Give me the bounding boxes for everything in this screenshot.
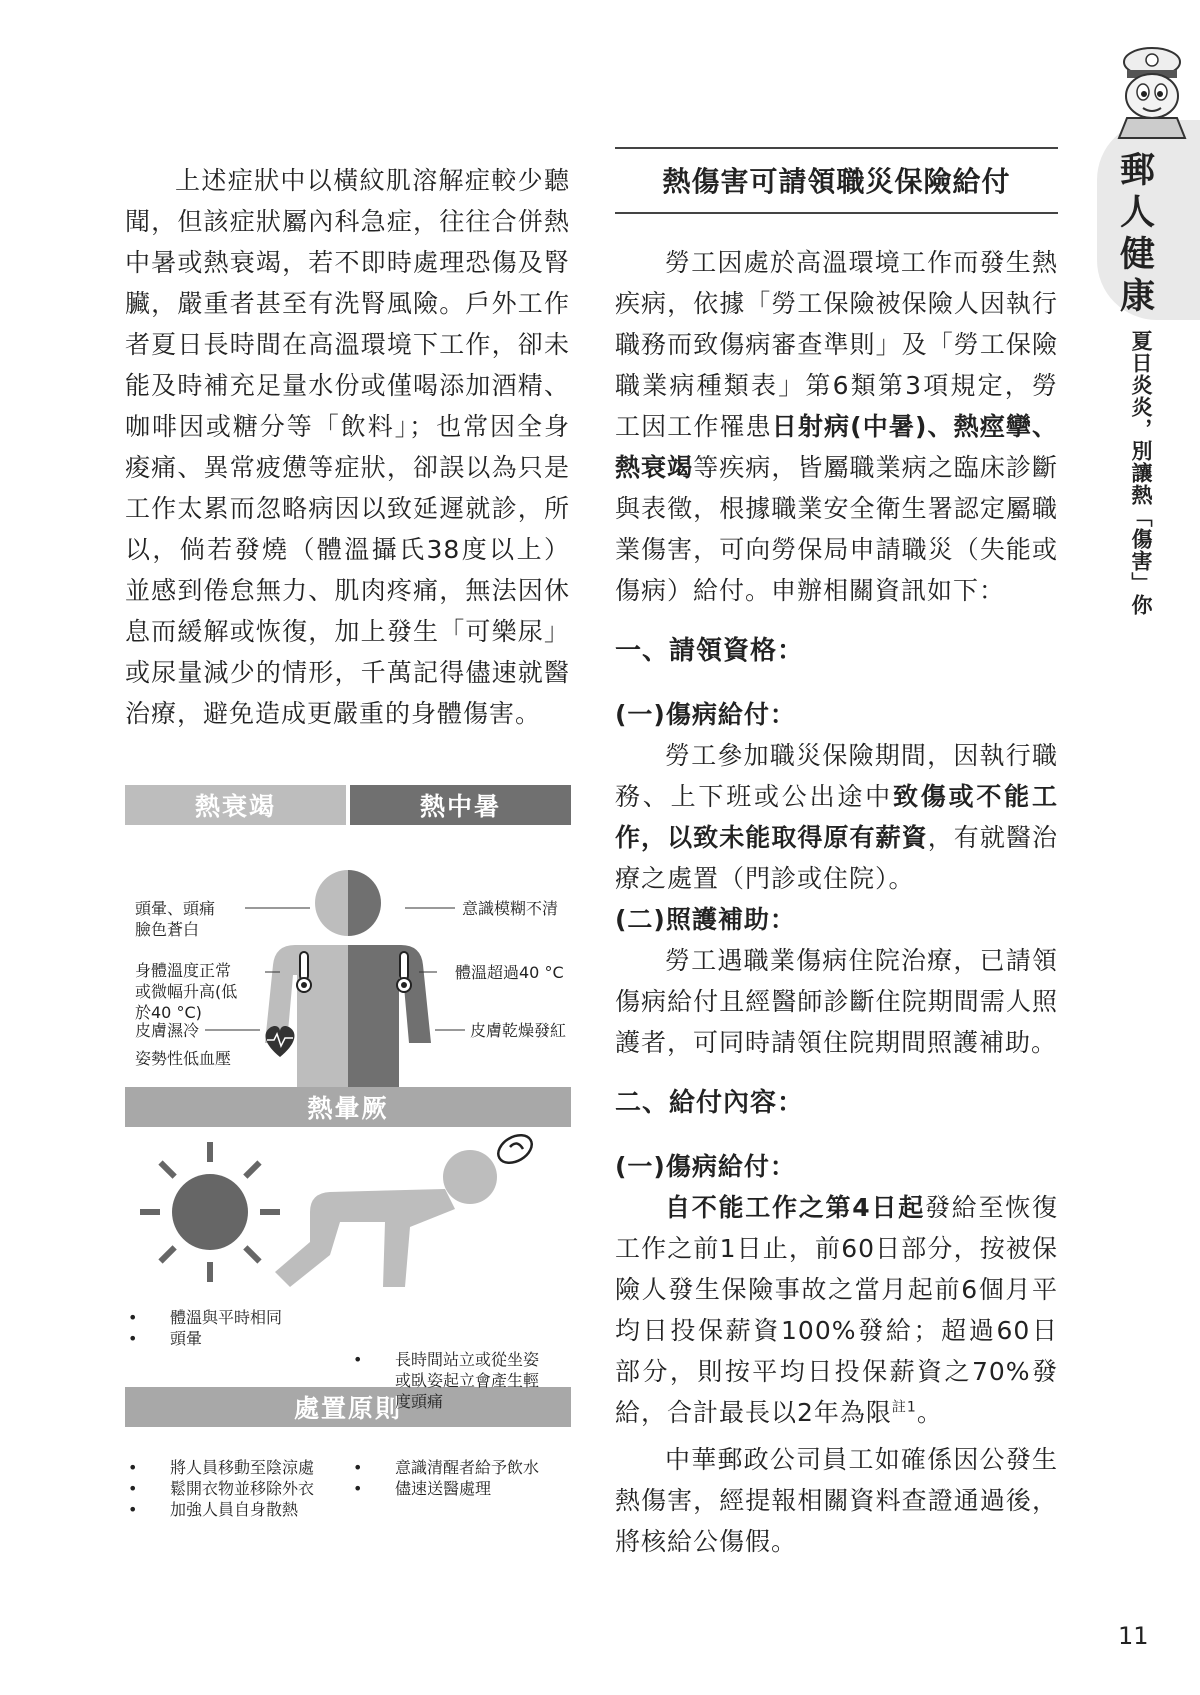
care-subsidy-paragraph: 勞工遇職業傷病住院治療，已請領傷病給付且經醫師診斷住院期間需人照護者，可同時請領住院期間照護補助。: [615, 946, 1058, 1057]
article-subtitle: 夏日炎炎，別讓熱「傷害」你: [1129, 330, 1153, 616]
intro-text-end: 等疾病，皆屬職業病之臨床診斷與表徵，根據職業安全衛生署認定屬職業傷害，可向勞保局申請職災（失能或傷病）給付。申辦相關資訊如下：: [615, 453, 1058, 605]
heat-stroke-header: 熱中暑: [350, 785, 571, 825]
payment-paragraph: [615, 1187, 1058, 1433]
payment-text: 發給至恢復工作之前1日止，前60日部分，按被保險人發生保險事故之當月起前6個月平均日投保薪資100%發給；超過60日部分，則按平均日投保薪資之70%發給，合計最長以2年為限: [615, 1193, 1058, 1427]
heat-exhaustion-header: 熱衰竭: [125, 785, 346, 825]
intro-paragraph: [615, 242, 1058, 611]
care-subsidy-heading: (二)照護補助：: [615, 905, 796, 934]
treatment-item: • 將人員移動至陰涼處: [170, 1457, 314, 1478]
exhaustion-symptom-2: 身體溫度正常 或微幅升高(低 於40 °C): [135, 961, 238, 1022]
heatstroke-symptom-2: 體溫超過40 °C: [455, 963, 564, 982]
treatment-item: • 鬆開衣物並移除外衣: [170, 1478, 314, 1499]
thermometer-left-icon: [297, 952, 311, 992]
section-title: 熱傷害可請領職災保險給付: [662, 165, 1011, 198]
exhaustion-symptom-3: 皮膚濕冷: [135, 1021, 200, 1040]
treatment-item: • 加強人員自身散熱: [170, 1499, 314, 1520]
syncope-right-item: • 長時間站立或從坐姿 或臥姿起立會產生輕 度頭痛: [395, 1349, 539, 1412]
treatment-item: • 儘速送醫處理: [395, 1478, 539, 1499]
heatstroke-symptom-1: 意識模糊不清: [462, 899, 559, 918]
exhaustion-symptom-4: 姿勢性低血壓: [135, 1049, 232, 1068]
intro-bold: 日射病(中暑)、熱痙攣、熱衰竭: [615, 412, 1058, 482]
eligibility-heading: 一、請領資格：: [615, 636, 805, 666]
syncope-illustration: [125, 1127, 571, 1327]
postal-paragraph: 中華郵政公司員工如確係因公發生熱傷害，經提報相關資料查證通過後，將核給公傷假。: [615, 1445, 1058, 1556]
thermometer-right-icon: [397, 952, 411, 992]
title-rule-bottom: [615, 212, 1058, 214]
dizzy-icon: [493, 1130, 536, 1169]
mascot-icon: [1105, 40, 1200, 140]
right-column: [615, 242, 1058, 1562]
injury-text: 勞工參加職災保險期間，因執行職務、上下班或公出途中: [615, 741, 1058, 811]
left-paragraph: [125, 160, 570, 734]
injury-benefit-heading: (一)傷病給付：: [615, 700, 796, 729]
page-number: 11: [1118, 1622, 1149, 1650]
payment-bold: 自不能工作之第4日起: [665, 1193, 925, 1222]
treatment-item: • 意識清醒者給予飲水: [395, 1457, 539, 1478]
syncope-left-list: [170, 1307, 282, 1349]
injury-benefit-paragraph: [615, 735, 1058, 899]
benefit-content-heading: 二、給付內容：: [615, 1088, 805, 1118]
crouching-person-icon: [275, 1150, 497, 1287]
exhaustion-symptom-1: 頭暈、頭痛 臉色蒼白: [135, 899, 216, 939]
footnote-marker: 註1: [891, 1399, 917, 1416]
syncope-left-item: • 體溫與平時相同: [170, 1307, 282, 1328]
sun-icon: [140, 1142, 280, 1282]
injury-bold: 致傷或不能工作，以致未能取得原有薪資: [615, 782, 1058, 852]
payment-end: 。: [916, 1398, 943, 1427]
treatment-right-list: [395, 1457, 539, 1499]
heatstroke-symptom-3: 皮膚乾燥發紅: [470, 1021, 567, 1040]
section-tab-title: 郵人健康: [1120, 150, 1156, 317]
heat-illness-infographic: [125, 785, 571, 1527]
injury-benefit-heading-2: (一)傷病給付：: [615, 1152, 796, 1181]
treatment-header: 處置原則: [125, 1387, 571, 1427]
heat-syncope-header: 熱暈厥: [125, 1087, 571, 1127]
left-paragraph-text: 上述症狀中以橫紋肌溶解症較少聽聞，但該症狀屬內科急症，往往合併熱中暑或熱衰竭，若不即時處理恐傷及腎臟，嚴重者甚至有洗腎風險。戶外工作者夏日長時間在高溫環境下工作，卻未能及時補充足量水份或僅喝添加酒精、咖啡因或糖分等「飲料」；也常因全身痠痛、異常疲憊等症狀，卻誤以為只是工作太累而忽略病因以致延遲就診，所以，倘若發燒（體溫攝氏38度以上）並感到倦怠無力、肌肉疼痛，無法因休息而緩解或恢復，加上發生「可樂尿」或尿量減少的情形，千萬記得儘速就醫治療，避免造成更嚴重的身體傷害。: [125, 166, 570, 728]
intro-text: 勞工因處於高溫環境工作而發生熱疾病，依據「勞工保險被保險人因執行職務而致傷病審查準則」及「勞工保險職業病種類表」第6類第3項規定，勞工因工作罹患: [615, 248, 1058, 441]
injury-text-end: ，有就醫治療之處置（門診或住院）。: [615, 823, 1058, 893]
syncope-left-item: • 頭暈: [170, 1328, 282, 1349]
title-rule-top: [615, 147, 1058, 149]
treatment-left-list: [170, 1457, 314, 1520]
